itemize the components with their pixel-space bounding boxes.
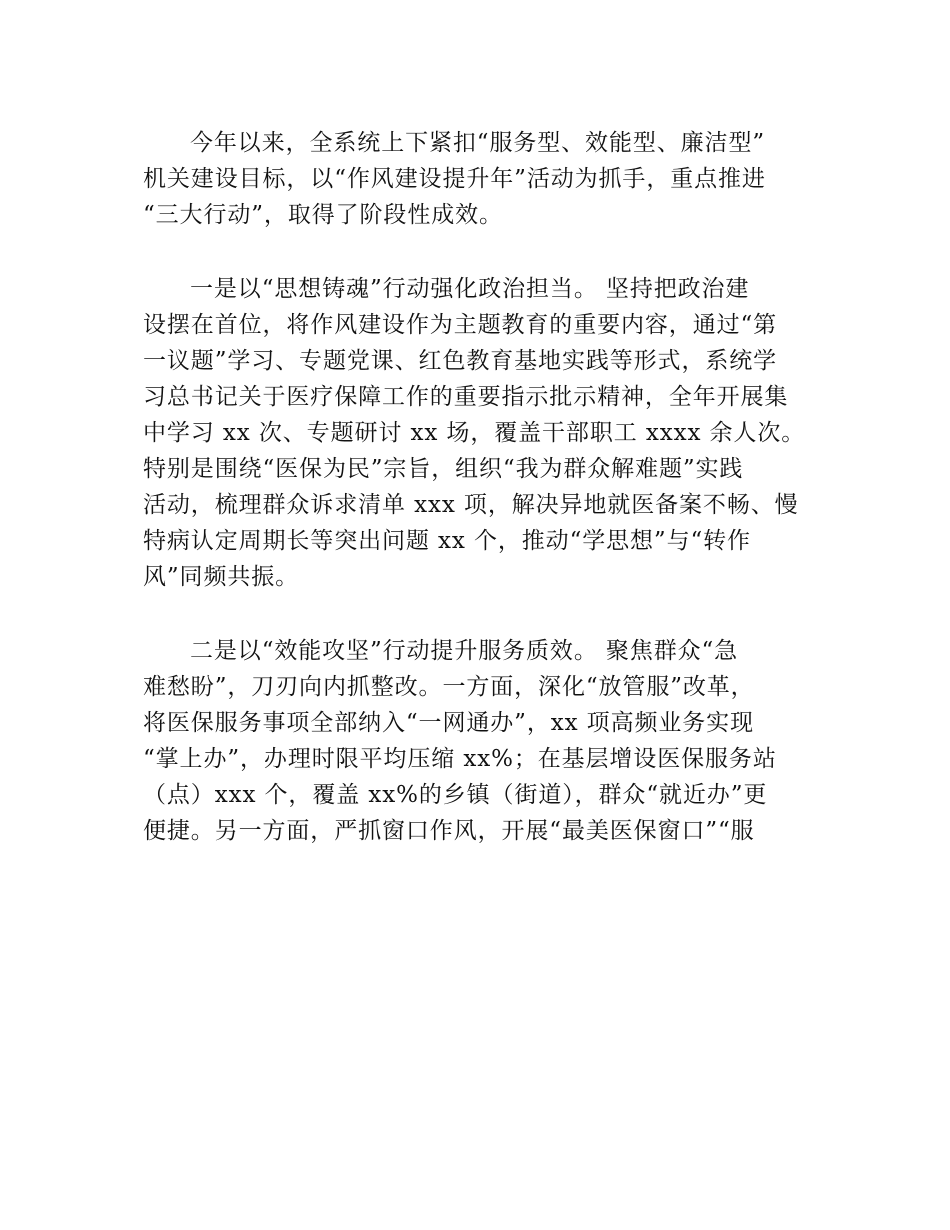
text-line: 难愁盼”，刀刃向内抓整改。一方面，深化“放管服”改革，	[143, 674, 755, 700]
text-line: 机关建设目标，以“作风建设提升年”活动为抓手，重点推进	[143, 166, 766, 192]
text-line: 便捷。另一方面，严抓窗口作风，开展“最美医保窗口”“服	[143, 818, 755, 844]
paragraph-gap	[143, 595, 813, 633]
text-line: 风”同频共振。	[143, 564, 300, 590]
paragraph-gap	[143, 233, 813, 271]
text-line: 特病认定周期长等突出问题 xx 个，推动“学思想”与“转作	[143, 528, 751, 554]
text-line: “掌上办”，办理时限平均压缩 xx%；在基层增设医保服务站	[143, 746, 777, 772]
text-line: （点）xxx 个，覆盖 xx%的乡镇（街道），群众“就近办”更	[143, 782, 768, 808]
paragraph-efficiency	[143, 633, 813, 849]
text-line: 习总书记关于医疗保障工作的重要指示批示精神，全年开展集	[143, 384, 789, 410]
text-line: 中学习 xx 次、专题研讨 xx 场，覆盖干部职工 xxxx 余人次。	[143, 420, 806, 446]
text-line: 设摆在首位，将作风建设作为主题教育的重要内容，通过“第	[143, 312, 778, 338]
text-line: 今年以来，全系统上下紧扣“服务型、效能型、廉洁型”	[190, 130, 766, 156]
text-line: 特别是围绕“医保为民”宗旨，组织“我为群众解难题”实践	[143, 456, 744, 482]
text-line: 一是以“思想铸魂”行动强化政治担当。 坚持把政治建	[190, 276, 750, 302]
text-line: 将医保服务事项全部纳入“一网通办”，xx 项高频业务实现	[143, 710, 754, 736]
text-line: “三大行动”，取得了阶段性成效。	[143, 202, 503, 228]
text-line: 活动，梳理群众诉求清单 xxx 项，解决异地就医备案不畅、慢	[143, 492, 799, 518]
document-body	[143, 125, 813, 849]
paragraph-thought	[143, 271, 813, 595]
text-line: 二是以“效能攻坚”行动提升服务质效。 聚焦群众“急	[190, 638, 739, 664]
text-line: 一议题”学习、专题党课、红色教育基地实践等形式，系统学	[143, 348, 778, 374]
paragraph-intro	[143, 125, 813, 233]
